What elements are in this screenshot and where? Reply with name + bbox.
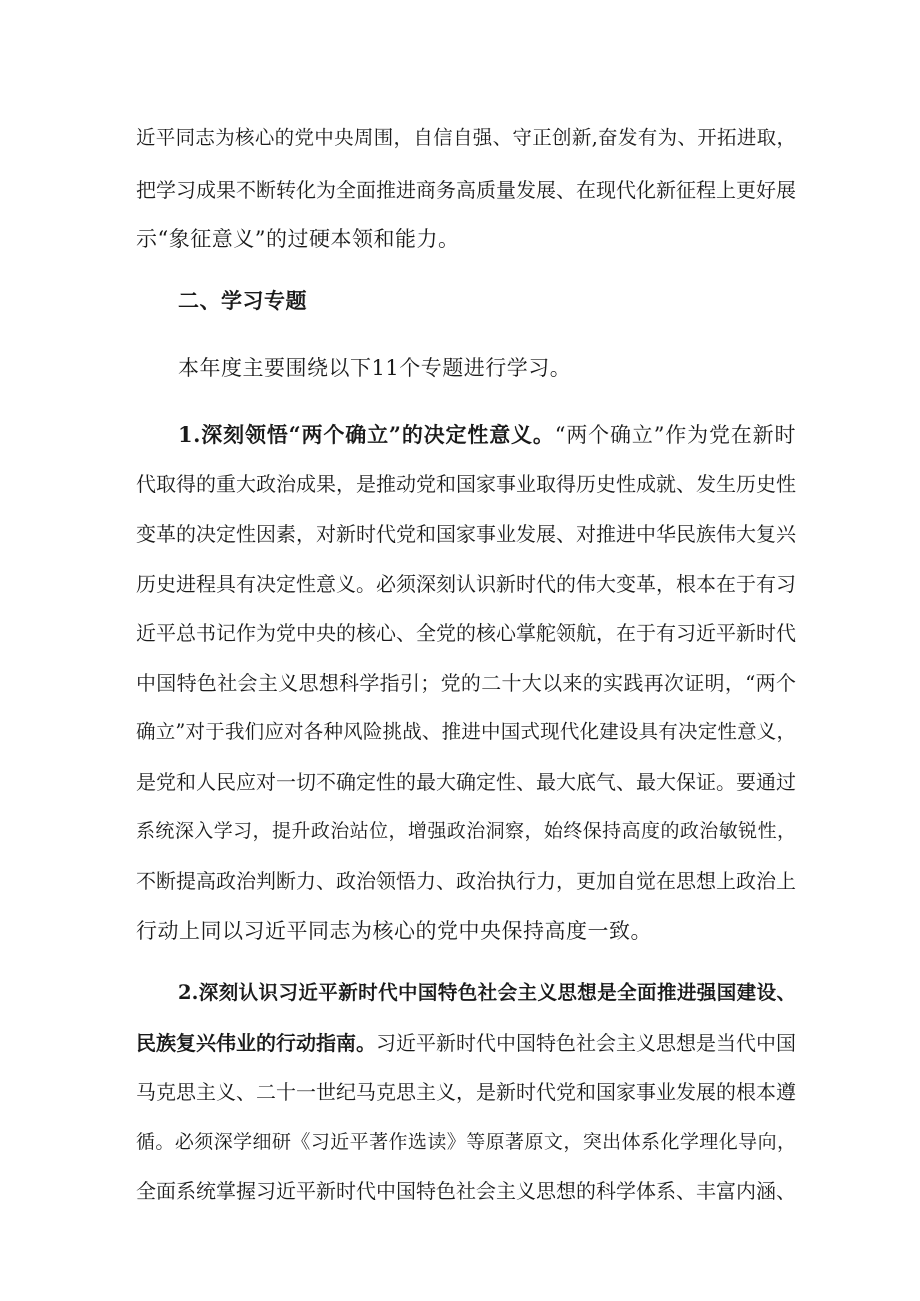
paragraph-line: 近平同志为核心的党中央周围，自信自强、守正创新,奋发有为、开拓进取， [136,126,796,149]
paragraph-line: 确立”对于我们应对各种风险挑战、推进中国式现代化建设具有决定性意义， [136,720,796,743]
paragraph-line: 循。必须深学细研《习近平著作选读》等原著原文，突出体系化学理化导向， [136,1131,796,1153]
paragraph-line: 近平总书记作为党中央的核心、全党的核心掌舵领航，在于有习近平新时代 [136,621,796,645]
item2-second-line [136,1028,796,1058]
item1-title: 1.深刻领悟“两个确立”的决定性意义。 [178,422,555,447]
item2-second-line-rest: 习近平新时代中国特色社会主义思想是当代中国 [376,1031,796,1055]
paragraph-line: 把学习成果不断转化为全面推进商务高质量发展、在现代化新征程上更好展 [136,178,796,202]
paragraph-line: 系统深入学习，提升政治站位，增强政治洞察，始终保持高度的政治敏锐性， [136,820,796,842]
paragraph-line: 全面系统掌握习近平新时代中国特色社会主义思想的科学体系、丰富内涵、 [136,1179,796,1203]
paragraph-line: 是党和人民应对一切不确定性的最大确定性、最大底气、最大保证。要通过 [136,770,796,794]
section-heading: 二、学习专题 [178,288,307,313]
paragraph-line: 代取得的重大政治成果，是推动党和国家事业取得历史性成就、发生历史性 [136,472,796,496]
item2-title-line2: 民族复兴伟业的行动指南。 [136,1031,376,1055]
item1-first-line [178,420,796,450]
paragraph-line: 马克思主义、二十一世纪马克思主义，是新时代党和国家事业发展的根本遵 [136,1080,796,1104]
item2-title-line1: 2.深刻认识习近平新时代中国特色社会主义思想是全面推进强国建设、 [178,981,796,1004]
paragraph-line: 示“象征意义”的过硬本领和能力。 [136,227,460,251]
paragraph-line: 变革的决定性因素，对新时代党和国家事业发展、对推进中华民族伟大复兴 [136,522,796,546]
item1-first-line-rest: “两个确立”作为党在新时 [554,423,796,447]
paragraph-line: 中国特色社会主义思想科学指引；党的二十大以来的实践再次证明，“两个 [136,671,796,695]
intro-text: 本年度主要围绕以下11个专题进行学习。 [178,356,572,380]
paragraph-line: 行动上同以习近平同志为核心的党中央保持高度一致。 [136,919,652,943]
paragraph-line: 历史进程具有决定性意义。必须深刻认识新时代的伟大变革，根本在于有习 [136,572,796,596]
paragraph-line: 不断提高政治判断力、政治领悟力、政治执行力，更加自觉在思想上政治上 [136,869,796,893]
